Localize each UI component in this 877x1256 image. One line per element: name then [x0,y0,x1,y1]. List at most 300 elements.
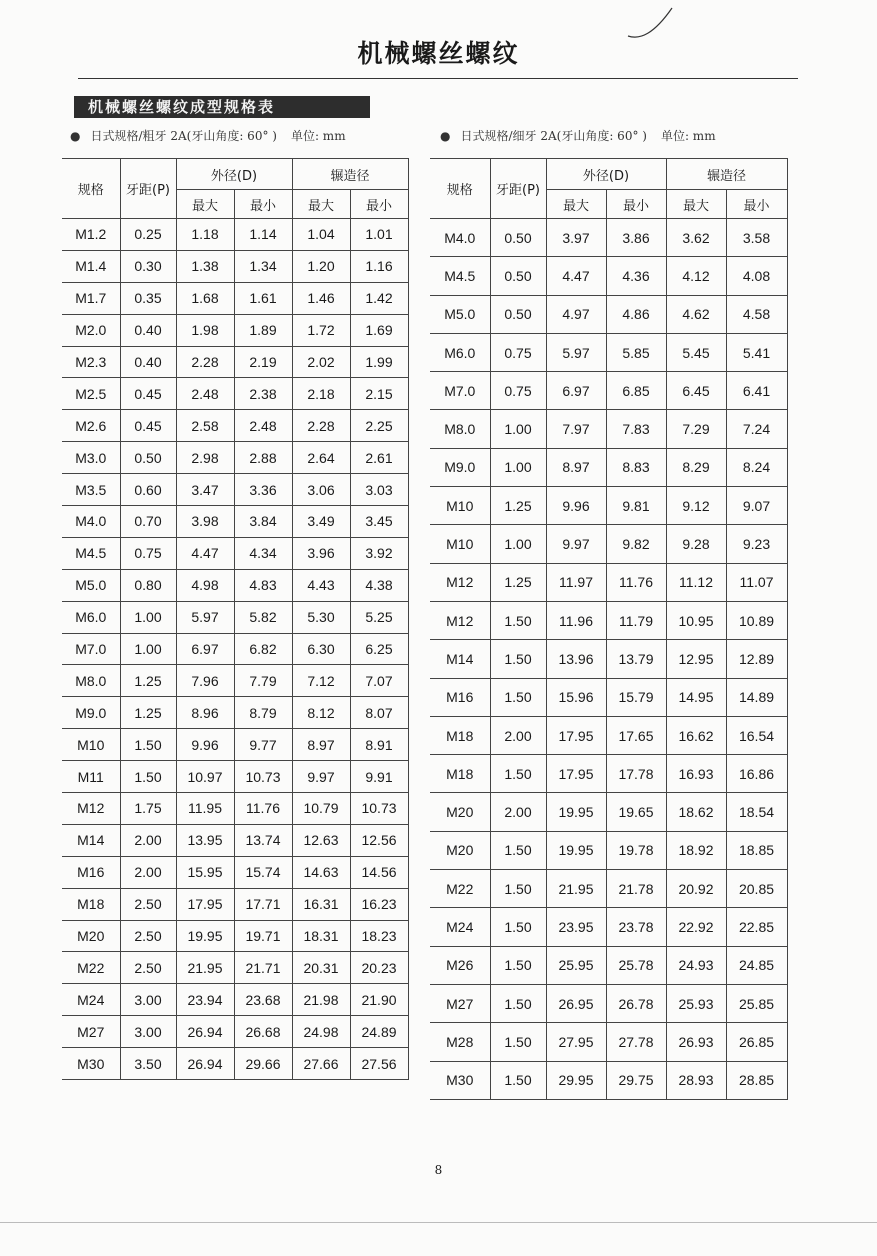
outer-max-cell: 1.98 [176,314,234,346]
spec-cell: M4.0 [430,219,490,257]
table-row [62,984,408,1016]
table-row [62,697,408,729]
outer-min-cell: 2.48 [234,410,292,442]
rolled-max-cell: 3.62 [666,219,726,257]
pitch-cell: 1.25 [490,487,546,525]
left-unit-label: 单位: mm [290,129,346,143]
scan-edge-line [0,1222,877,1223]
table-row [430,487,787,525]
left-table-caption: ● 日式规格/粗牙 2A(牙山角度: 60° ) 单位: mm [70,129,346,143]
outer-max-cell: 26.94 [176,1048,234,1080]
outer-max-cell: 26.94 [176,1016,234,1048]
rolled-max-cell: 8.97 [292,729,350,761]
table-row [430,793,787,831]
outer-max-cell: 4.97 [546,295,606,333]
outer-min-cell: 4.36 [606,257,666,295]
rolled-max-cell: 12.63 [292,824,350,856]
pitch-cell: 0.35 [120,282,176,314]
spec-cell: M24 [430,908,490,946]
rolled-max-cell: 2.28 [292,410,350,442]
table-row [62,474,408,506]
table-row [430,295,787,333]
rolled-max-cell: 9.97 [292,761,350,793]
table-row [62,250,408,282]
header-min: 最小 [350,190,408,219]
pitch-cell: 1.50 [490,678,546,716]
table-row [430,257,787,295]
pitch-cell: 0.45 [120,410,176,442]
section-banner: 机械螺丝螺纹成型规格表 [74,96,370,118]
rolled-max-cell: 18.31 [292,920,350,952]
rolled-max-cell: 3.06 [292,474,350,506]
bullet-icon: ● [440,129,451,143]
rolled-min-cell: 2.25 [350,410,408,442]
pitch-cell: 0.50 [490,219,546,257]
outer-min-cell: 13.74 [234,824,292,856]
header-min: 最小 [606,190,666,219]
table-row [430,870,787,908]
rolled-max-cell: 20.31 [292,952,350,984]
rolled-min-cell: 21.90 [350,984,408,1016]
table-row [430,448,787,486]
pitch-cell: 0.80 [120,569,176,601]
pitch-cell: 2.50 [120,888,176,920]
table-row [62,888,408,920]
spec-cell: M2.5 [62,378,120,410]
rolled-min-cell: 8.07 [350,697,408,729]
pitch-cell: 2.00 [120,856,176,888]
outer-min-cell: 6.85 [606,372,666,410]
outer-min-cell: 29.66 [234,1048,292,1080]
rolled-max-cell: 1.20 [292,250,350,282]
outer-min-cell: 11.79 [606,601,666,639]
outer-max-cell: 13.96 [546,640,606,678]
rolled-max-cell: 4.43 [292,569,350,601]
outer-min-cell: 9.77 [234,729,292,761]
coarse-thread-rows [62,219,408,1080]
outer-min-cell: 3.86 [606,219,666,257]
rolled-min-cell: 5.41 [726,333,787,371]
pitch-cell: 0.75 [490,333,546,371]
outer-min-cell: 8.83 [606,448,666,486]
rolled-max-cell: 14.63 [292,856,350,888]
rolled-min-cell: 22.85 [726,908,787,946]
outer-min-cell: 6.82 [234,633,292,665]
outer-max-cell: 2.48 [176,378,234,410]
outer-min-cell: 5.85 [606,333,666,371]
spec-cell: M6.0 [62,601,120,633]
spec-cell: M5.0 [430,295,490,333]
spec-cell: M20 [430,831,490,869]
table-row [62,856,408,888]
rolled-min-cell: 25.85 [726,984,787,1022]
spec-cell: M10 [430,525,490,563]
outer-max-cell: 11.95 [176,793,234,825]
table-row [430,333,787,371]
pitch-cell: 0.25 [120,219,176,251]
rolled-max-cell: 7.29 [666,410,726,448]
outer-max-cell: 4.98 [176,569,234,601]
rolled-max-cell: 10.79 [292,793,350,825]
spec-cell: M18 [430,716,490,754]
outer-min-cell: 4.86 [606,295,666,333]
header-spec: 规格 [62,159,120,219]
rolled-min-cell: 7.24 [726,410,787,448]
table-row [62,601,408,633]
outer-max-cell: 19.95 [546,793,606,831]
rolled-min-cell: 14.56 [350,856,408,888]
outer-min-cell: 27.78 [606,1023,666,1061]
pitch-cell: 1.50 [120,761,176,793]
table-row [62,569,408,601]
outer-min-cell: 13.79 [606,640,666,678]
pitch-cell: 1.50 [490,946,546,984]
rolled-max-cell: 16.31 [292,888,350,920]
pitch-cell: 0.30 [120,250,176,282]
table-row [62,1016,408,1048]
pitch-cell: 1.00 [490,448,546,486]
rolled-min-cell: 2.61 [350,442,408,474]
rolled-max-cell: 9.28 [666,525,726,563]
table-row [62,282,408,314]
rolled-min-cell: 6.41 [726,372,787,410]
outer-min-cell: 21.78 [606,870,666,908]
header-min: 最小 [726,190,787,219]
pitch-cell: 1.75 [120,793,176,825]
table-row [430,219,787,257]
outer-max-cell: 29.95 [546,1061,606,1099]
table-row [62,346,408,378]
header-pitch: 牙距(P) [490,159,546,219]
spec-cell: M1.2 [62,219,120,251]
table-row [430,946,787,984]
rolled-max-cell: 22.92 [666,908,726,946]
table-row [430,984,787,1022]
rolled-max-cell: 1.04 [292,219,350,251]
outer-max-cell: 1.38 [176,250,234,282]
outer-min-cell: 2.19 [234,346,292,378]
outer-max-cell: 19.95 [176,920,234,952]
rolled-min-cell: 20.23 [350,952,408,984]
outer-max-cell: 15.96 [546,678,606,716]
outer-min-cell: 19.78 [606,831,666,869]
outer-max-cell: 19.95 [546,831,606,869]
table-row [62,537,408,569]
spec-cell: M9.0 [62,697,120,729]
table-row [430,908,787,946]
pitch-cell: 1.50 [490,908,546,946]
table-row [430,410,787,448]
fine-thread-table [430,158,788,1100]
outer-max-cell: 8.97 [546,448,606,486]
pitch-cell: 1.50 [490,1061,546,1099]
spec-cell: M20 [62,920,120,952]
rolled-min-cell: 12.89 [726,640,787,678]
rolled-min-cell: 4.38 [350,569,408,601]
outer-min-cell: 26.78 [606,984,666,1022]
rolled-min-cell: 26.85 [726,1023,787,1061]
header-max: 最大 [292,190,350,219]
spec-cell: M16 [430,678,490,716]
rolled-min-cell: 1.69 [350,314,408,346]
rolled-min-cell: 1.99 [350,346,408,378]
pitch-cell: 2.50 [120,920,176,952]
outer-max-cell: 11.96 [546,601,606,639]
rolled-max-cell: 20.92 [666,870,726,908]
outer-min-cell: 3.84 [234,506,292,538]
pitch-cell: 0.45 [120,378,176,410]
table-row [62,920,408,952]
outer-max-cell: 3.98 [176,506,234,538]
outer-max-cell: 21.95 [176,952,234,984]
outer-max-cell: 23.95 [546,908,606,946]
rolled-max-cell: 16.93 [666,755,726,793]
rolled-max-cell: 2.64 [292,442,350,474]
table-row [62,952,408,984]
rolled-min-cell: 8.91 [350,729,408,761]
rolled-max-cell: 18.92 [666,831,726,869]
header-outer-diameter: 外径(D) [176,159,292,190]
rolled-min-cell: 28.85 [726,1061,787,1099]
rolled-max-cell: 4.12 [666,257,726,295]
outer-max-cell: 2.98 [176,442,234,474]
table-row [430,372,787,410]
rolled-max-cell: 18.62 [666,793,726,831]
outer-max-cell: 4.47 [546,257,606,295]
pitch-cell: 1.50 [490,640,546,678]
rolled-max-cell: 11.12 [666,563,726,601]
rolled-min-cell: 10.89 [726,601,787,639]
header-max: 最大 [546,190,606,219]
header-max: 最大 [176,190,234,219]
outer-min-cell: 1.34 [234,250,292,282]
spec-cell: M3.0 [62,442,120,474]
outer-max-cell: 1.68 [176,282,234,314]
table-row [430,563,787,601]
header-min: 最小 [234,190,292,219]
rolled-min-cell: 1.42 [350,282,408,314]
outer-max-cell: 5.97 [546,333,606,371]
rolled-min-cell: 9.91 [350,761,408,793]
outer-min-cell: 11.76 [606,563,666,601]
rolled-min-cell: 24.89 [350,1016,408,1048]
rolled-min-cell: 18.54 [726,793,787,831]
spec-cell: M10 [62,729,120,761]
pitch-cell: 1.00 [120,601,176,633]
pitch-cell: 0.75 [490,372,546,410]
pitch-cell: 0.50 [120,442,176,474]
header-rolled-diameter: 辗造径 [666,159,787,190]
table-row [430,1023,787,1061]
rolled-max-cell: 16.62 [666,716,726,754]
spec-cell: M30 [62,1048,120,1080]
outer-max-cell: 6.97 [546,372,606,410]
rolled-min-cell: 7.07 [350,665,408,697]
spec-cell: M14 [62,824,120,856]
rolled-max-cell: 4.62 [666,295,726,333]
outer-max-cell: 7.96 [176,665,234,697]
spec-cell: M28 [430,1023,490,1061]
spec-cell: M6.0 [430,333,490,371]
outer-min-cell: 11.76 [234,793,292,825]
rolled-max-cell: 24.98 [292,1016,350,1048]
outer-min-cell: 19.65 [606,793,666,831]
pitch-cell: 3.00 [120,984,176,1016]
rolled-max-cell: 5.30 [292,601,350,633]
spec-cell: M30 [430,1061,490,1099]
outer-max-cell: 7.97 [546,410,606,448]
pitch-cell: 3.50 [120,1048,176,1080]
outer-max-cell: 10.97 [176,761,234,793]
outer-max-cell: 8.96 [176,697,234,729]
outer-max-cell: 17.95 [546,716,606,754]
rolled-max-cell: 1.46 [292,282,350,314]
outer-min-cell: 26.68 [234,1016,292,1048]
outer-min-cell: 1.61 [234,282,292,314]
table-row [430,678,787,716]
rolled-max-cell: 3.49 [292,506,350,538]
table-row [430,755,787,793]
rolled-max-cell: 27.66 [292,1048,350,1080]
spec-cell: M22 [430,870,490,908]
spec-cell: M18 [62,888,120,920]
outer-min-cell: 15.74 [234,856,292,888]
outer-max-cell: 26.95 [546,984,606,1022]
spec-cell: M24 [62,984,120,1016]
rolled-max-cell: 25.93 [666,984,726,1022]
pitch-cell: 1.50 [490,870,546,908]
rolled-min-cell: 1.01 [350,219,408,251]
rolled-max-cell: 2.18 [292,378,350,410]
outer-max-cell: 3.97 [546,219,606,257]
pitch-cell: 0.40 [120,346,176,378]
outer-min-cell: 29.75 [606,1061,666,1099]
spec-cell: M2.6 [62,410,120,442]
outer-max-cell: 27.95 [546,1023,606,1061]
rolled-min-cell: 9.23 [726,525,787,563]
rolled-min-cell: 18.85 [726,831,787,869]
table-row [62,410,408,442]
outer-max-cell: 23.94 [176,984,234,1016]
table-row [62,761,408,793]
header-rolled-diameter: 辗造径 [292,159,408,190]
outer-max-cell: 1.18 [176,219,234,251]
rolled-max-cell: 8.29 [666,448,726,486]
spec-cell: M20 [430,793,490,831]
spec-cell: M9.0 [430,448,490,486]
outer-max-cell: 2.28 [176,346,234,378]
outer-min-cell: 21.71 [234,952,292,984]
rolled-max-cell: 6.30 [292,633,350,665]
pitch-cell: 1.50 [490,755,546,793]
rolled-min-cell: 1.16 [350,250,408,282]
spec-cell: M3.5 [62,474,120,506]
spec-cell: M7.0 [62,633,120,665]
rolled-max-cell: 26.93 [666,1023,726,1061]
pitch-cell: 0.50 [490,257,546,295]
header-pitch: 牙距(P) [120,159,176,219]
outer-max-cell: 13.95 [176,824,234,856]
pitch-cell: 2.00 [490,793,546,831]
rolled-max-cell: 5.45 [666,333,726,371]
pitch-cell: 0.40 [120,314,176,346]
outer-min-cell: 7.79 [234,665,292,697]
spec-cell: M8.0 [62,665,120,697]
rolled-min-cell: 9.07 [726,487,787,525]
outer-min-cell: 25.78 [606,946,666,984]
rolled-max-cell: 10.95 [666,601,726,639]
rolled-min-cell: 16.23 [350,888,408,920]
outer-min-cell: 10.73 [234,761,292,793]
spec-cell: M4.5 [62,537,120,569]
spec-cell: M2.0 [62,314,120,346]
rolled-min-cell: 4.08 [726,257,787,295]
rolled-min-cell: 10.73 [350,793,408,825]
outer-min-cell: 1.89 [234,314,292,346]
bullet-icon: ● [70,129,81,143]
rolled-max-cell: 3.96 [292,537,350,569]
outer-min-cell: 23.68 [234,984,292,1016]
table-row [62,219,408,251]
header-max: 最大 [666,190,726,219]
rolled-min-cell: 20.85 [726,870,787,908]
right-table-caption: ● 日式规格/细牙 2A(牙山角度: 60° ) 单位: mm [440,129,716,143]
spec-cell: M27 [430,984,490,1022]
rolled-max-cell: 21.98 [292,984,350,1016]
pitch-cell: 1.50 [120,729,176,761]
pitch-cell: 1.00 [490,525,546,563]
rolled-max-cell: 6.45 [666,372,726,410]
rolled-max-cell: 24.93 [666,946,726,984]
table-row [62,442,408,474]
pitch-cell: 1.25 [120,697,176,729]
outer-min-cell: 17.65 [606,716,666,754]
rolled-min-cell: 3.03 [350,474,408,506]
spec-cell: M5.0 [62,569,120,601]
table-row [430,640,787,678]
spec-cell: M18 [430,755,490,793]
rolled-max-cell: 12.95 [666,640,726,678]
pitch-cell: 1.25 [120,665,176,697]
pitch-cell: 1.50 [490,601,546,639]
rolled-min-cell: 3.58 [726,219,787,257]
rolled-max-cell: 7.12 [292,665,350,697]
outer-max-cell: 15.95 [176,856,234,888]
outer-max-cell: 25.95 [546,946,606,984]
outer-max-cell: 6.97 [176,633,234,665]
table-row [62,729,408,761]
outer-min-cell: 3.36 [234,474,292,506]
spec-cell: M1.4 [62,250,120,282]
spec-cell: M26 [430,946,490,984]
outer-min-cell: 17.78 [606,755,666,793]
pitch-cell: 2.50 [120,952,176,984]
table-row [430,525,787,563]
rolled-min-cell: 18.23 [350,920,408,952]
title-divider [78,78,798,79]
pitch-cell: 3.00 [120,1016,176,1048]
outer-max-cell: 4.47 [176,537,234,569]
rolled-min-cell: 8.24 [726,448,787,486]
pitch-cell: 1.50 [490,984,546,1022]
spec-cell: M1.7 [62,282,120,314]
rolled-max-cell: 28.93 [666,1061,726,1099]
rolled-min-cell: 16.86 [726,755,787,793]
pitch-cell: 0.50 [490,295,546,333]
table-row [430,716,787,754]
table-row [62,378,408,410]
right-unit-label: 单位: mm [660,129,716,143]
